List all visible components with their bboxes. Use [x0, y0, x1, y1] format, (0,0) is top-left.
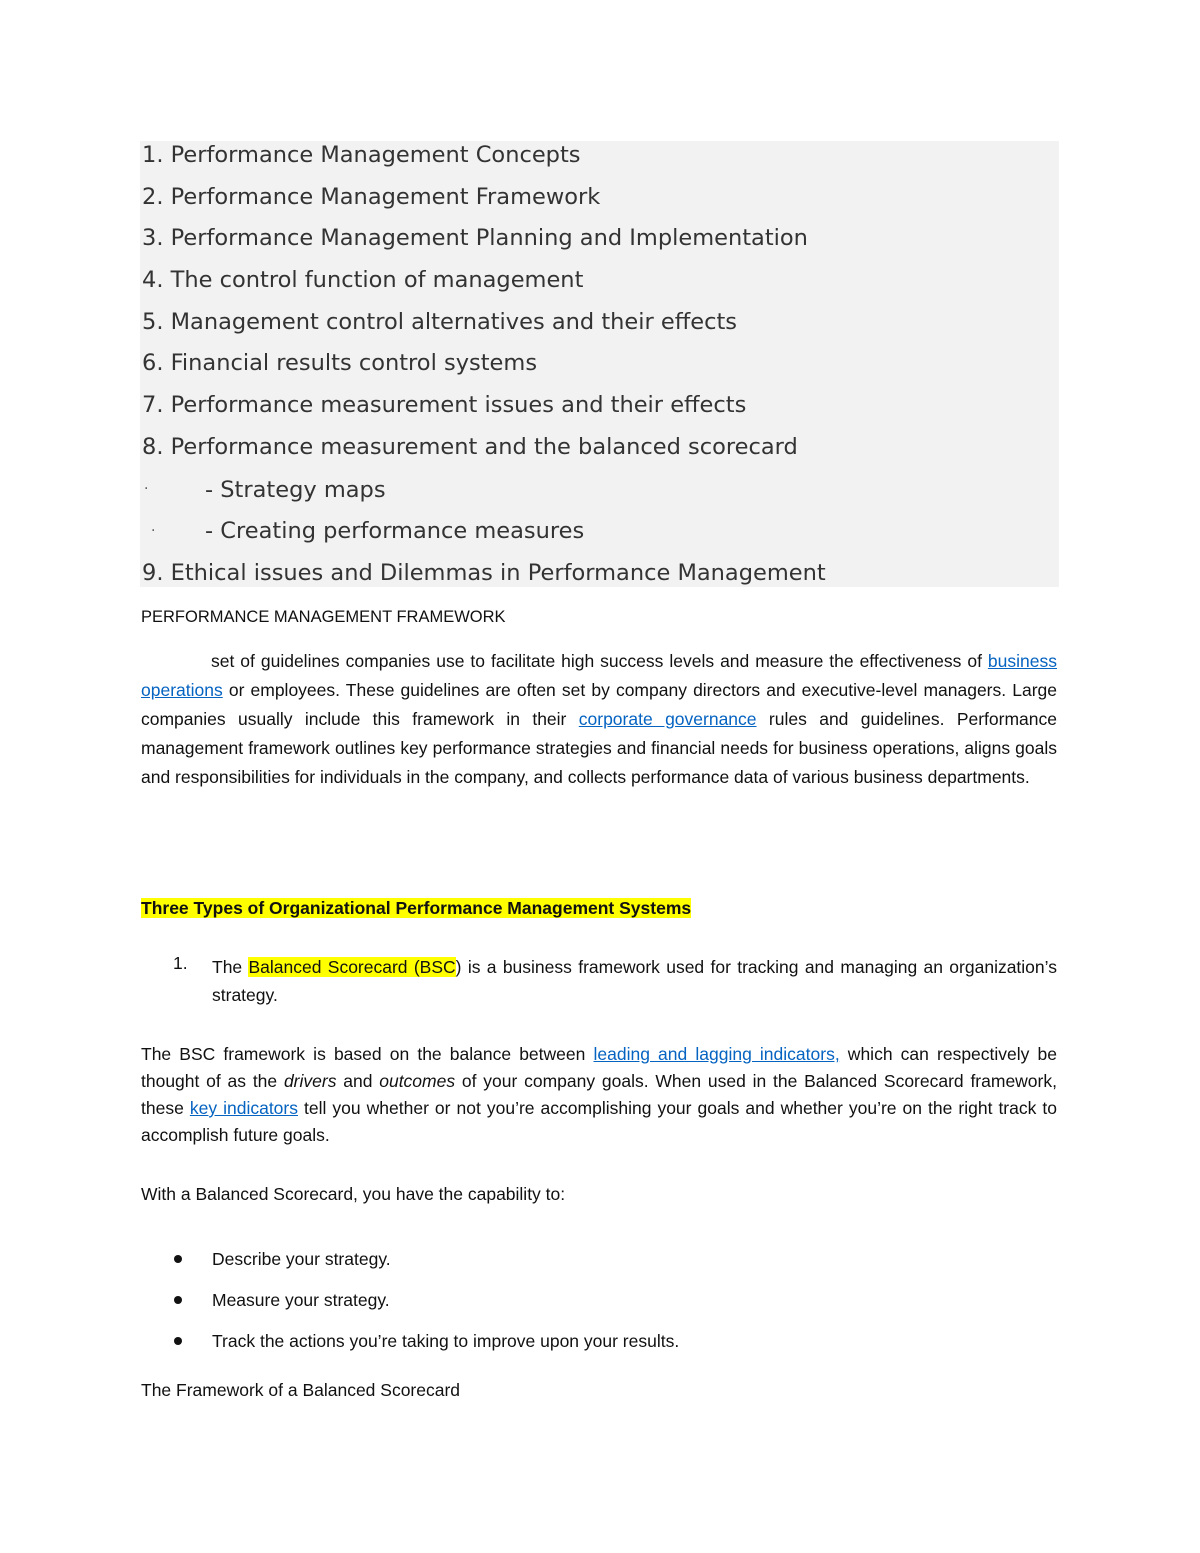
paragraph-text: of your company goals. When used in the Balanced Scorecard framework, these [141, 1071, 1057, 1118]
highlighted-heading-text: Three Types of Organizational Performance Management Systems [141, 898, 692, 918]
bullet-icon [174, 1255, 182, 1263]
paragraph-text: rules and guidelines. Performance management framework outlines key performance strategies and financial needs for business operations, aligns goals and responsibilities for individuals in the company, and collects performance data of various business departments. [141, 709, 1058, 787]
topic-item: 6. Financial results control systems [142, 350, 538, 376]
subtopic-item: - Creating performance measures [205, 518, 585, 544]
bullet-text: Track the actions you’re taking to improve upon your results. [212, 1331, 680, 1351]
framework-heading: PERFORMANCE MANAGEMENT FRAMEWORK [141, 608, 506, 626]
subtopic-item: - Strategy maps [205, 477, 386, 503]
bullet-text: Measure your strategy. [212, 1290, 390, 1310]
topic-item: 5. Management control alternatives and their effects [142, 309, 738, 335]
framework-bsc-heading: The Framework of a Balanced Scorecard [141, 1380, 461, 1400]
item-text: ) is a business framework used for tracking and managing an organization’s strategy. [212, 957, 1057, 1005]
bullet-icon [174, 1296, 182, 1304]
framework-paragraph [141, 647, 1057, 792]
topic-item: 2. Performance Management Framework [142, 184, 601, 210]
bullet-icon [174, 1337, 182, 1345]
topic-item: 4. The control function of management [142, 267, 584, 293]
business-operations-link[interactable]: business operations [141, 651, 1057, 700]
list-item [141, 1245, 1057, 1273]
topic-item: 1. Performance Management Concepts [142, 142, 581, 168]
leading-lagging-indicators-link[interactable]: leading and lagging indicators, [593, 1044, 840, 1064]
list-item [141, 1286, 1057, 1314]
paragraph-text: tell you whether or not you’re accomplishing your goals and whether you’re on the right track to accomplish future goals. [141, 1098, 1057, 1145]
highlighted-term: Balanced Scorecard (BSC [248, 957, 456, 977]
list-item [141, 1327, 1057, 1355]
topic-item: 7. Performance measurement issues and their effects [142, 392, 747, 418]
sub-bullet-icon: · [144, 481, 149, 497]
topic-item: 8. Performance measurement and the balanced scorecard [142, 434, 798, 460]
item-text: The [212, 957, 249, 977]
capability-intro: With a Balanced Scorecard, you have the capability to: [141, 1184, 566, 1204]
bullet-text: Describe your strategy. [212, 1249, 391, 1269]
list-number: 1. [173, 953, 188, 973]
list-item-text [212, 953, 1057, 1009]
types-heading [141, 898, 691, 919]
topic-item: 9. Ethical issues and Dilemmas in Performance Management [142, 560, 826, 586]
topics-list [140, 141, 1059, 587]
paragraph-text: which can respectively be thought of as the [141, 1044, 1057, 1091]
corporate-governance-link[interactable]: corporate governance [578, 709, 757, 729]
bsc-paragraph [141, 1041, 1057, 1149]
emphasis-drivers: drivers [283, 1071, 337, 1091]
emphasis-outcomes: outcomes [379, 1071, 456, 1091]
sub-bullet-icon: · [151, 523, 156, 539]
paragraph-text: set of guidelines companies use to facilitate high success levels and measure the effectiveness of [211, 651, 988, 671]
paragraph-text: The BSC framework is based on the balance between [141, 1044, 594, 1064]
paragraph-text: and [336, 1071, 380, 1091]
paragraph-text: or employees. These guidelines are often set by company directors and executive-level managers. Large companies usually include this framework in their [141, 680, 1057, 729]
key-indicators-link[interactable]: key indicators [189, 1098, 298, 1118]
topic-item: 3. Performance Management Planning and Implementation [142, 225, 808, 251]
